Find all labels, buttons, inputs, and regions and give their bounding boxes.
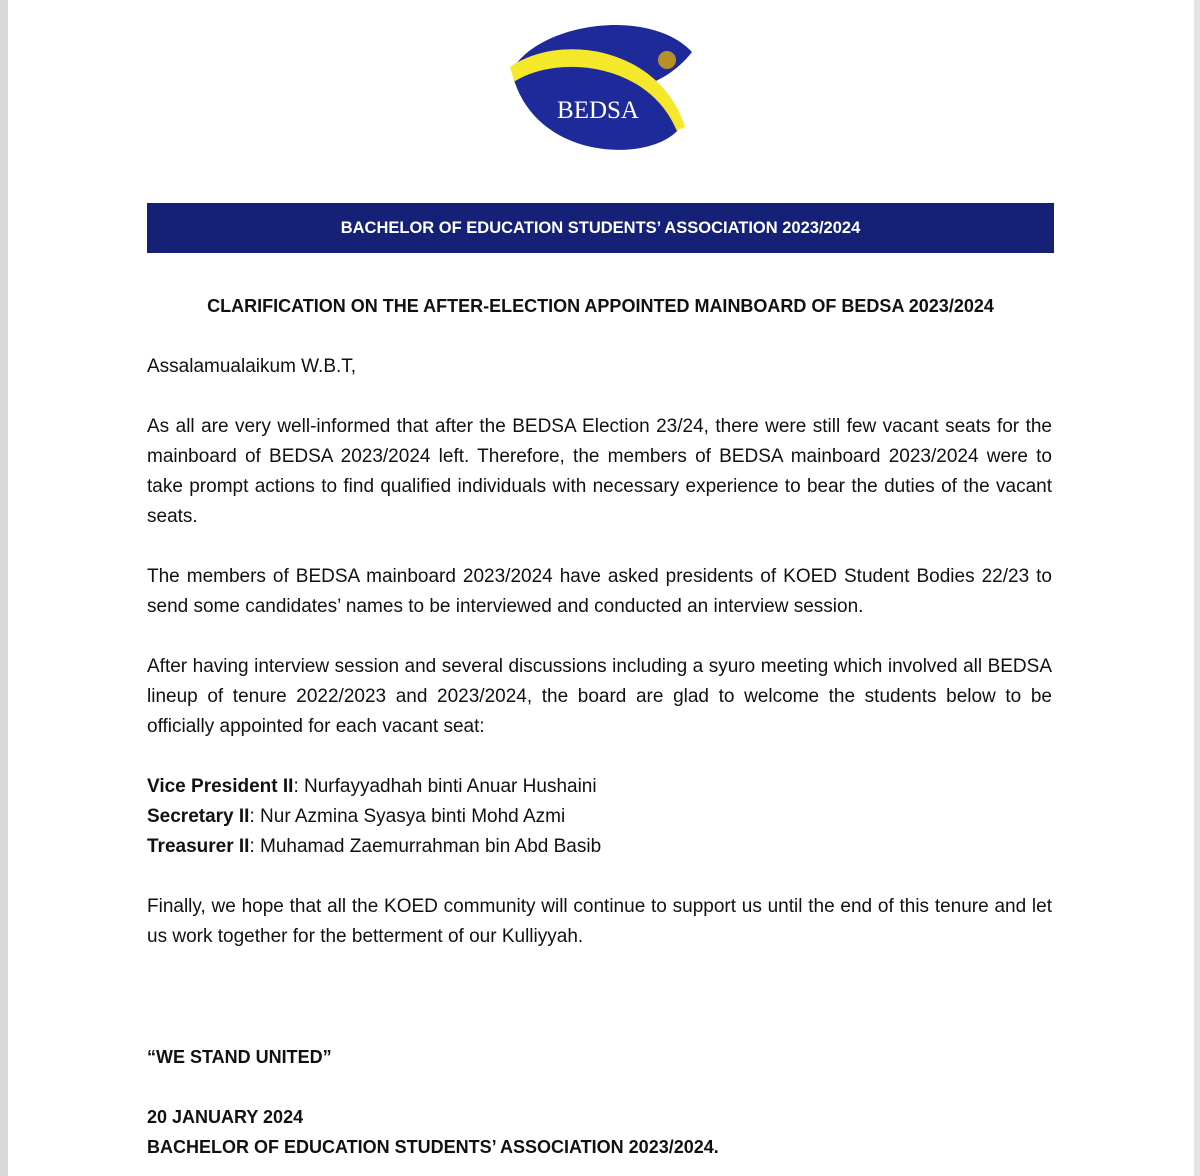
appointee-name: : Nur Azmina Syasya binti Mohd Azmi xyxy=(249,806,566,827)
appointee-name: : Nurfayyadhah binti Anuar Hushaini xyxy=(293,776,597,797)
paragraph: After having interview session and several discussions including a syuro meeting which involved all BEDSA lineup of tenure 2022/2023 and 2023/2024, the board are glad to welcome the students below to be officially appointed for each vacant seat: xyxy=(147,656,1052,737)
bedsa-logo xyxy=(500,12,700,162)
date: 20 JANUARY 2024 xyxy=(147,1107,304,1127)
greeting: Assalamualaikum W.B.T, xyxy=(147,356,357,377)
paragraph: The members of BEDSA mainboard 2023/2024 have asked presidents of KOED Student Bodies 22/23 to send some candidates’ names to be interviewed and conducted an interview session. xyxy=(147,566,1052,617)
appointment-list xyxy=(147,772,1052,862)
appointment-item xyxy=(147,772,1052,802)
role-label: Treasurer II xyxy=(147,836,250,857)
page-edge-left xyxy=(0,0,8,1176)
page-edge-right xyxy=(1194,0,1200,1176)
paragraph: As all are very well-informed that after the BEDSA Election 23/24, there were still few vacant seats for the mainboard of BEDSA 2023/2024 left. Therefore, the members of BEDSA mainboard 2023/2024 were to take prompt actions to find qualified individuals with necessary experience to bear the duties of the vacant seats. xyxy=(147,416,1052,527)
slogan: “WE STAND UNITED” xyxy=(147,1047,332,1067)
role-label: Vice President II xyxy=(147,776,294,797)
document-title: CLARIFICATION ON THE AFTER-ELECTION APPOINTED MAINBOARD OF BEDSA 2023/2024 xyxy=(207,296,994,316)
role-label: Secretary II xyxy=(147,806,250,827)
appointment-item xyxy=(147,802,1052,832)
svg-text:BEDSA: BEDSA xyxy=(557,97,639,124)
closing-paragraph: Finally, we hope that all the KOED community will continue to support us until the end of this tenure and let us work together for the betterment of our Kulliyyah. xyxy=(147,896,1052,947)
letter-body xyxy=(147,352,1052,1162)
appointee-name: : Muhamad Zaemurrahman bin Abd Basib xyxy=(249,836,602,857)
signature: BACHELOR OF EDUCATION STUDENTS’ ASSOCIATION 2023/2024. xyxy=(147,1137,719,1157)
header-banner: BACHELOR OF EDUCATION STUDENTS’ ASSOCIATION 2023/2024 xyxy=(147,203,1054,253)
appointment-item xyxy=(147,832,1052,862)
